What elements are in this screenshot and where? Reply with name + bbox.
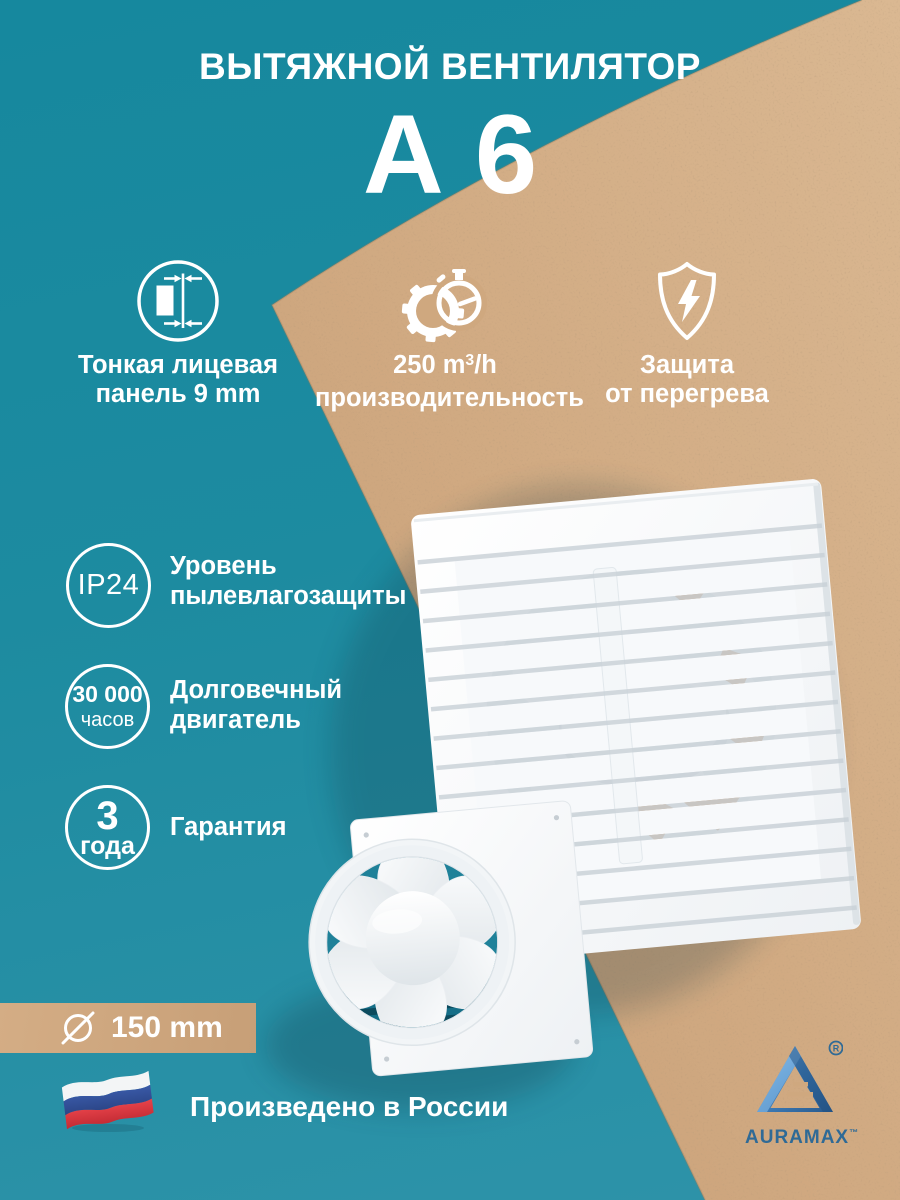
- feature-overheat-protection: [557, 259, 817, 408]
- feature-line: производительность: [315, 383, 584, 412]
- superscript: 3: [465, 352, 475, 370]
- page-title: ВЫТЯЖНОЙ ВЕНТИЛЯТОР: [199, 46, 701, 87]
- spec-badge-value: IP24: [77, 569, 140, 601]
- spec-badge-value: 3: [96, 793, 119, 838]
- overheat-shield-icon: [653, 259, 721, 343]
- spec-label-line: Гарантия: [170, 813, 287, 841]
- spec-label-motor: [170, 675, 342, 735]
- trademark-mark: ™: [849, 1127, 860, 1138]
- feature-caption: [48, 351, 308, 408]
- feature-performance: [315, 259, 584, 412]
- diameter-icon: [58, 1008, 98, 1048]
- feature-line: панель 9 mm: [95, 379, 261, 408]
- spec-badge-value: 30 000: [72, 681, 143, 707]
- spec-label-line: Уровень: [170, 552, 277, 580]
- spec-label-ip24: [170, 551, 406, 611]
- russia-flag-icon: [60, 1070, 156, 1134]
- spec-label-line: двигатель: [170, 706, 301, 734]
- feature-line: Защита: [639, 351, 735, 379]
- diameter-value: 150 mm: [111, 1011, 223, 1044]
- spec-label-line: Долговечный: [170, 676, 343, 704]
- spec-label-warranty: [170, 812, 287, 842]
- feature-caption: [557, 351, 817, 408]
- spec-badge-unit: часов: [80, 709, 135, 731]
- registered-mark-letter: R: [832, 1043, 840, 1054]
- spec-badge-warranty: [65, 785, 150, 870]
- panel-thickness-icon: [136, 259, 220, 343]
- performance-gauge-icon: [397, 259, 493, 343]
- diameter-badge: [0, 1003, 256, 1053]
- feature-line: 250 $m^3/h$: [393, 351, 497, 379]
- feature-line: Тонкая лицевая: [78, 351, 278, 379]
- brand-logo: [745, 1040, 860, 1149]
- made-in-text: Произведено в России: [190, 1091, 509, 1122]
- product-model: А 6: [362, 92, 538, 217]
- spec-badge-ip24: [66, 543, 151, 628]
- spec-badge-unit: года: [80, 831, 135, 860]
- feature-caption: [315, 351, 584, 412]
- feature-line: от перегрева: [605, 379, 769, 408]
- auramax-triangle-icon: [747, 1040, 843, 1122]
- spec-label-line: пылевлагозащиты: [170, 582, 407, 610]
- feature-panel-thickness: [48, 259, 308, 408]
- spec-badge-motor-hours: [65, 664, 150, 749]
- brand-name: AURAMAX™: [745, 1127, 860, 1148]
